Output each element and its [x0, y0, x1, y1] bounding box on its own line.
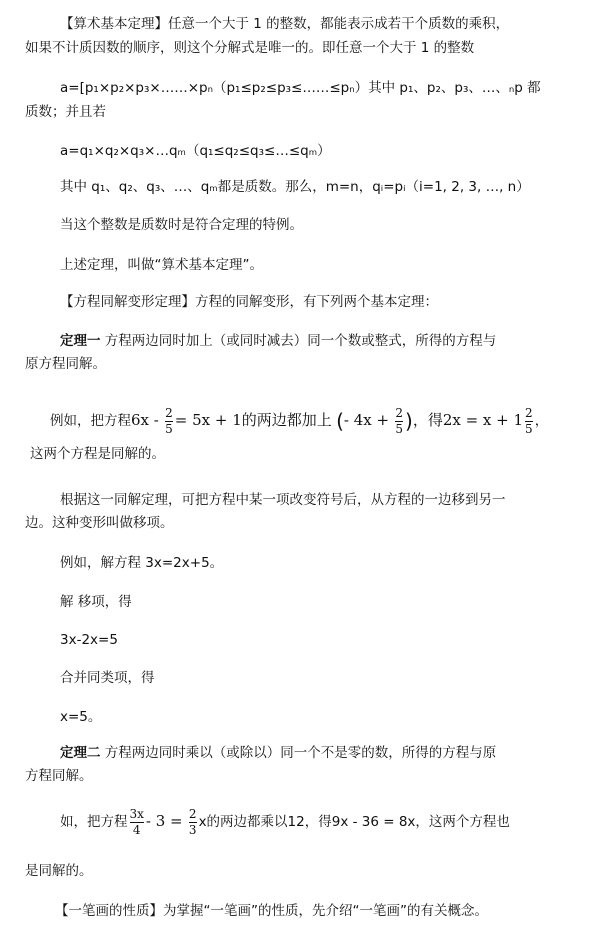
arith-formula-line-2: 质数；并且若 — [25, 104, 106, 120]
arith-conclusion-line: 其中 q₁、q₂、q₃、…、qₘ都是质数。那么，m=n，qᵢ=pᵢ（i=1, 2, 3, …, n） — [60, 179, 530, 195]
fraction-denominator: 5 — [395, 421, 404, 436]
theorem-2-line-2: 方程同解。 — [25, 768, 93, 784]
fraction-denominator: 5 — [525, 421, 533, 436]
theorem-2-label: 定理二 — [60, 745, 101, 761]
example-3-middle: - 3 = — [145, 812, 183, 830]
example-1-fraction-b — [395, 407, 403, 436]
example-3-tail: x的两边都乘以12，得9x - 36 = 8x，这两个方程也 — [198, 814, 510, 830]
fraction-numerator: 2 — [165, 405, 173, 420]
theorem-2-line-1 — [60, 743, 496, 763]
theorem-2-text: 方程两边同时乘以（或除以）同一个不是零的数，所得的方程与原 — [104, 745, 497, 761]
example-1-result: ，得2x = x + 1 — [412, 411, 524, 429]
example-1-equation — [50, 403, 548, 438]
stroke-section-intro: 【一笔画的性质】为掌握“一笔画”的性质，先介绍“一笔画”的有关概念。 — [55, 903, 488, 919]
solve-step-1: 解 移项，得 — [60, 594, 132, 610]
transpose-line-2: 边。这种变形叫做移项。 — [25, 515, 174, 531]
example-1-tail: ， — [534, 413, 549, 429]
example-1-intro: 例如，把方程 — [50, 413, 131, 429]
example-3-fraction-b — [189, 808, 197, 837]
arith-formula-line-3: a=q₁×q₂×q₃×…qₘ（q₁≤q₂≤q₃≤…≤qₘ） — [60, 143, 331, 159]
fraction-numerator: 2 — [188, 806, 197, 821]
arith-intro-line-1: 【算术基本定理】任意一个大于 1 的整数，都能表示成若干个质数的乘积， — [60, 16, 510, 32]
fraction-denominator: 4 — [132, 822, 141, 837]
example-3-intro: 如，把方程 — [60, 814, 128, 830]
example-1-fraction-c — [525, 407, 533, 436]
example-1-term: - 4x + — [343, 411, 390, 429]
example-1-paren-open: ( — [336, 409, 344, 433]
theorem-1-line-2: 原方程同解。 — [25, 356, 106, 372]
arith-special-case: 当这个整数是质数时是符合定理的特例。 — [60, 217, 303, 233]
fraction-numerator: 2 — [525, 405, 533, 420]
transpose-line-1: 根据这一同解定理，可把方程中某一项改变符号后，从方程的一边移到另一 — [60, 492, 506, 508]
example-3-fraction-a — [130, 808, 144, 837]
theorem-1-text: 方程两边同时加上（或同时减去）同一个数或整式，所得的方程与 — [104, 333, 497, 349]
solve-step-2: 3x-2x=5 — [60, 632, 118, 648]
theorem-1-line-1 — [60, 331, 496, 351]
fraction-numerator: 2 — [395, 405, 404, 420]
example-1-middle: = 5x + 1的两边都加上 — [174, 411, 332, 429]
example-3-conclusion: 是同解的。 — [25, 863, 93, 879]
example-3-equation — [60, 804, 510, 839]
solve-step-3: 合并同类项，得 — [60, 670, 155, 686]
arith-formula-line-1: a=[p₁×p₂×p₃×……×pₙ（p₁≤p₂≤p₃≤……≤pₙ）其中 p₁、p₂、p₃、…、ₙp 都 — [60, 80, 541, 96]
example-1-conclusion: 这两个方程是同解的。 — [30, 446, 165, 462]
solve-step-4: x=5。 — [60, 709, 102, 725]
example-1-left: 6x - — [131, 411, 159, 429]
example-1-paren-close: ) — [405, 409, 413, 433]
fraction-denominator: 3 — [188, 822, 197, 837]
equation-section-heading: 【方程同解变形定理】方程的同解变形，有下列两个基本定理： — [60, 294, 438, 310]
fraction-denominator: 5 — [165, 421, 173, 436]
fraction-numerator: 3x — [129, 806, 144, 821]
arith-intro-line-2: 如果不计质因数的顺序，则这个分解式是唯一的。即任意一个大于 1 的整数 — [25, 40, 475, 56]
example-1-fraction-a — [165, 407, 173, 436]
arith-theorem-name: 上述定理，叫做“算术基本定理”。 — [60, 257, 263, 273]
example-2-intro: 例如，解方程 3x=2x+5。 — [60, 555, 224, 571]
theorem-1-label: 定理一 — [60, 333, 101, 349]
